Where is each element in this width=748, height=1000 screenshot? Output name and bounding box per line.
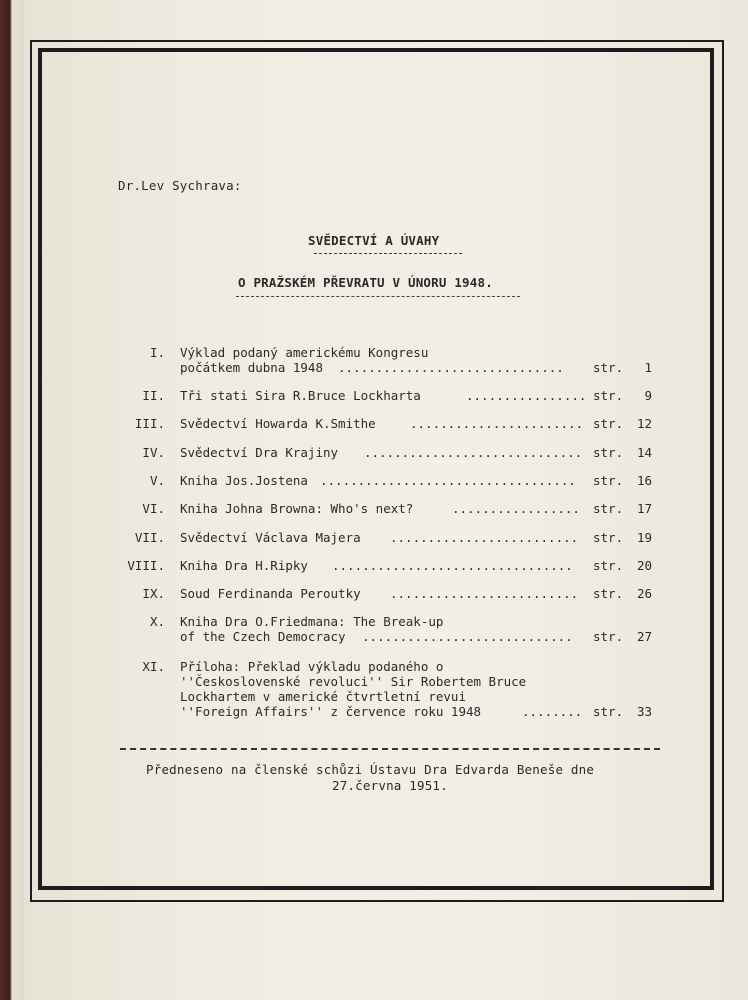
footer-divider	[120, 748, 660, 750]
toc-entry-str: str.	[593, 473, 624, 488]
toc-entry-title: Kniha Dra H.Ripky	[180, 558, 308, 573]
toc-leader-dots: ..................................	[320, 473, 576, 488]
toc-entry-title: Kniha Jos.Jostena	[180, 473, 308, 488]
toc-entry-page: 9	[644, 388, 652, 403]
toc-entry-page: 17	[636, 501, 652, 516]
toc-entry-str: str.	[593, 530, 624, 545]
toc-entry-title: počátkem dubna 1948	[180, 360, 323, 375]
page-border-bottom	[38, 886, 714, 890]
toc-leader-dots: ............................	[362, 629, 573, 644]
toc-entry-number: II.	[142, 388, 165, 403]
toc-entry-number: VI.	[142, 501, 165, 516]
page-border-top	[38, 48, 714, 52]
toc-leader-dots: ..............................	[338, 360, 564, 375]
toc-entry-page: 20	[636, 558, 652, 573]
author-name: Dr.Lev Sychrava:	[118, 178, 242, 193]
toc-entry-title: ''Československé revoluci'' Sir Robertem Bruce	[180, 674, 527, 689]
toc-entry-page: 12	[636, 416, 652, 431]
toc-entry-title: Soud Ferdinanda Peroutky	[180, 586, 361, 601]
toc-leader-dots: .......................	[410, 416, 584, 431]
toc-entry-title: Příloha: Překlad výkladu podaného o	[180, 659, 444, 674]
toc-leader-dots: .................	[452, 501, 580, 516]
toc-entry-str: str.	[593, 558, 624, 573]
toc-entry-str: str.	[593, 445, 624, 460]
toc-entry-number: IX.	[142, 586, 165, 601]
toc-entry-page: 14	[636, 445, 652, 460]
toc-entry-str: str.	[593, 586, 624, 601]
footer-note-line2: 27.června 1951.	[332, 778, 448, 793]
page-border-right	[710, 48, 714, 890]
toc-entry-str: str.	[593, 416, 624, 431]
toc-leader-dots: .........................	[390, 586, 579, 601]
document-title-line1: SVĚDECTVÍ A ÚVAHY	[308, 233, 440, 248]
toc-entry-str: str.	[593, 704, 624, 719]
toc-entry-title: Výklad podaný americkému Kongresu	[180, 345, 429, 360]
toc-leader-dots: .........................	[390, 530, 579, 545]
toc-entry-page: 1	[644, 360, 652, 375]
toc-entry-str: str.	[593, 388, 624, 403]
title-underline-2	[236, 296, 520, 297]
page-border-left	[38, 48, 42, 890]
toc-entry-str: str.	[593, 501, 624, 516]
toc-entry-page: 16	[636, 473, 652, 488]
toc-entry-title: Kniha Dra O.Friedmana: The Break-up	[180, 614, 444, 629]
toc-entry-title: Svědectví Dra Krajiny	[180, 445, 339, 460]
toc-entry-title: Svědectví Howarda K.Smithe	[180, 416, 376, 431]
toc-entry-title: Svědectví Václava Majera	[180, 530, 361, 545]
toc-entry-number: XI.	[142, 659, 165, 674]
toc-entry-number: IV.	[142, 445, 165, 460]
toc-leader-dots: ........	[522, 704, 583, 719]
toc-entry-title: Kniha Johna Browna: Who's next?	[180, 501, 414, 516]
toc-entry-page: 27	[636, 629, 652, 644]
toc-entry-title: of the Czech Democracy	[180, 629, 346, 644]
toc-entry-number: X.	[149, 614, 165, 629]
toc-entry-page: 33	[636, 704, 652, 719]
toc-entry-number: VII.	[134, 530, 165, 545]
toc-entry-title: Tři stati Sira R.Bruce Lockharta	[180, 388, 421, 403]
toc-entry-str: str.	[593, 629, 624, 644]
toc-entry-number: V.	[149, 473, 165, 488]
toc-entry-title: ''Foreign Affairs'' z července roku 1948	[180, 704, 482, 719]
toc-entry-number: III.	[134, 416, 165, 431]
toc-entry-page: 19	[636, 530, 652, 545]
toc-leader-dots: .............................	[364, 445, 583, 460]
toc-entry-str: str.	[593, 360, 624, 375]
toc-entry-number: I.	[149, 345, 165, 360]
toc-leader-dots: ................................	[332, 558, 573, 573]
title-underline-1	[314, 253, 462, 254]
toc-entry-title: Lockhartem v americké čtvrtletní revui	[180, 689, 466, 704]
footer-note-line1: Předneseno na členské schůzi Ústavu Dra Edvarda Beneše dne	[146, 762, 595, 777]
toc-entry-page: 26	[636, 586, 652, 601]
document-title-line2: O PRAŽSKÉM PŘEVRATU V ÚNORU 1948.	[238, 275, 493, 290]
toc-leader-dots: ................	[466, 388, 587, 403]
toc-entry-number: VIII.	[127, 558, 165, 573]
